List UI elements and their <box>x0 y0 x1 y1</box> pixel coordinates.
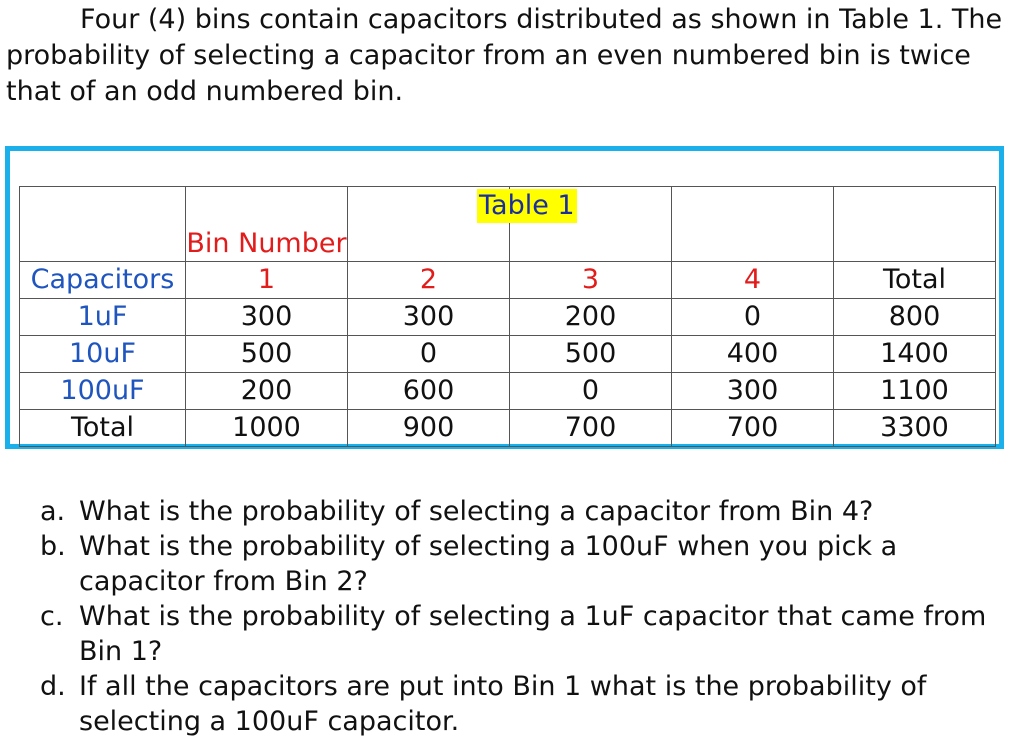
row-total: 800 <box>834 299 996 336</box>
row-total: 1400 <box>834 336 996 373</box>
table-cell: 1000 <box>186 410 348 447</box>
row-label: 100uF <box>20 373 186 410</box>
problem-statement: Four (4) bins contain capacitors distributed as shown in Table 1. The probability of selecting a capacitor from an even numbered bin is twice that of an odd numbered bin. <box>6 4 1003 107</box>
table-cell: 900 <box>348 410 510 447</box>
question-marker: a. <box>40 496 66 527</box>
question-text: What is the probability of selecting a 1uF capacitor that came from Bin 1? <box>79 601 987 667</box>
row-total: 1100 <box>834 373 996 410</box>
question-list <box>40 494 1000 739</box>
row-label-total: Total <box>20 410 186 447</box>
question-item <box>40 669 1000 739</box>
bin-label-3: 3 <box>510 262 672 299</box>
bin-label-4: 4 <box>672 262 834 299</box>
table-cell: 300 <box>348 299 510 336</box>
table-cell: 600 <box>348 373 510 410</box>
table-row-10uf <box>20 336 996 373</box>
table-caption: Table 1 <box>479 190 575 221</box>
bin-number-header: Bin Number <box>186 187 348 262</box>
table-cell: 0 <box>348 336 510 373</box>
question-text: What is the probability of selecting a capacitor from Bin 4? <box>79 496 874 527</box>
row-label: 10uF <box>20 336 186 373</box>
table-cell: 300 <box>186 299 348 336</box>
table-cell: 200 <box>186 373 348 410</box>
bin-label-row <box>20 262 996 299</box>
question-marker: b. <box>40 531 66 562</box>
table-row-total <box>20 410 996 447</box>
table-cell: 300 <box>672 373 834 410</box>
table-cell: 200 <box>510 299 672 336</box>
question-item <box>40 599 1000 669</box>
capacitors-header: Capacitors <box>20 262 186 299</box>
table-row-100uf <box>20 373 996 410</box>
table-cell: 700 <box>672 410 834 447</box>
question-text: If all the capacitors are put into Bin 1 what is the probability of selecting a 100uF capacitor. <box>79 671 927 737</box>
table-cell: 500 <box>186 336 348 373</box>
question-marker: d. <box>40 671 66 702</box>
total-header: Total <box>834 262 996 299</box>
row-label: 1uF <box>20 299 186 336</box>
table-corner-cell <box>20 187 186 262</box>
table-cell: 0 <box>510 373 672 410</box>
question-item <box>40 529 1000 599</box>
header-cell <box>672 187 834 262</box>
table-cell: 500 <box>510 336 672 373</box>
question-text: What is the probability of selecting a 100uF when you pick a capacitor from Bin 2? <box>79 531 898 597</box>
table-cell: 400 <box>672 336 834 373</box>
table-cell: 700 <box>510 410 672 447</box>
table-row-1uf <box>20 299 996 336</box>
grand-total: 3300 <box>834 410 996 447</box>
question-item <box>40 494 1000 529</box>
bin-label-1: 1 <box>186 262 348 299</box>
table-cell: 0 <box>672 299 834 336</box>
question-marker: c. <box>40 601 64 632</box>
bin-label-2: 2 <box>348 262 510 299</box>
header-cell <box>834 187 996 262</box>
capacitor-table <box>19 186 996 447</box>
